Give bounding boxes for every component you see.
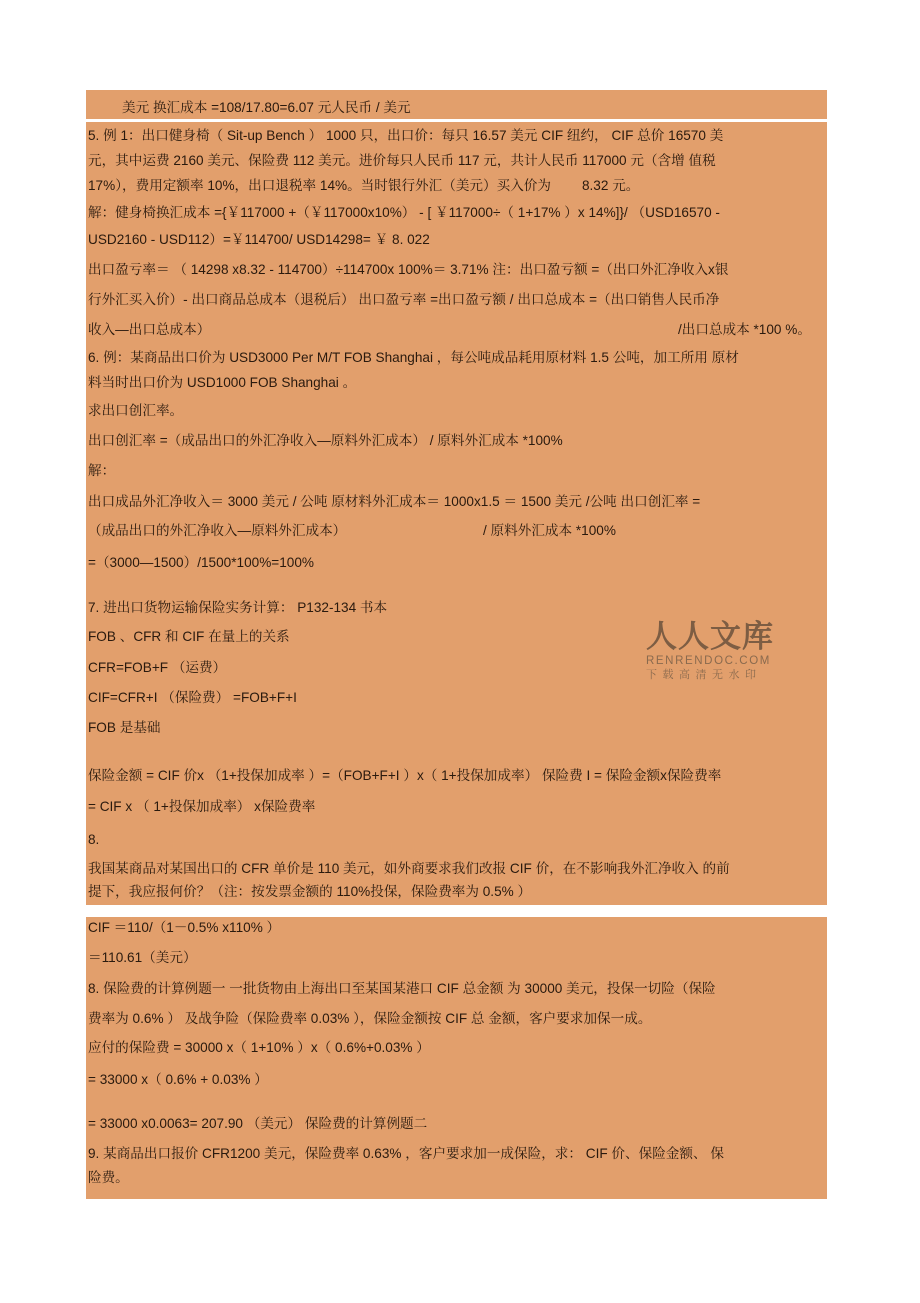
watermark-tagline: 下载高清无水印 xyxy=(646,669,762,681)
text-line: 出口成品外汇净收入＝ 3000 美元 / 公吨 原材料外汇成本＝ 1000x1.5 ＝ 1500 美元 /公吨 出口创汇率 = xyxy=(88,494,701,509)
text-line: 收入—出口总成本） xyxy=(88,322,211,337)
watermark-title: 人人文库 xyxy=(646,619,774,655)
text-line: / 原料外汇成本 *100% xyxy=(483,523,616,538)
text-line: 5. 例 1：出口健身椅（ Sit-up Bench ） 1000 只，出口价：每只 16.57 美元 CIF 纽约， CIF 总价 16570 美 xyxy=(88,128,724,143)
text-line: USD2160 - USD112）=￥114700/ USD14298= ￥ 8. 022 xyxy=(88,232,430,247)
text-line: 料当时出口价为 USD1000 FOB Shanghai 。 xyxy=(88,375,357,390)
text-line: CIF=CFR+I （保险费） =FOB+F+I xyxy=(88,690,297,705)
text-line: 7. 进出口货物运输保险实务计算： P132-134 书本 xyxy=(88,600,388,615)
text-line: 求出口创汇率。 xyxy=(88,403,184,418)
watermark-logo xyxy=(646,620,774,682)
text-line: FOB 是基础 xyxy=(88,720,161,735)
text-line: 6. 例：某商品出口价为 USD3000 Per M/T FOB Shanghai ，每公吨成品耗用原材料 1.5 公吨，加工所用 原材 xyxy=(88,350,739,365)
text-line: =（3000—1500）/1500*100%=100% xyxy=(88,555,314,570)
text-line: = CIF x （ 1+投保加成率） x保险费率 xyxy=(88,799,316,814)
text-line: CFR=FOB+F （运费） xyxy=(88,660,227,675)
text-line: = 33000 x0.0063= 207.90 （美元） 保险费的计算例题二 xyxy=(88,1116,428,1131)
text-line: 9. 某商品出口报价 CFR1200 美元，保险费率 0.63% ，客户要求加一成保险，求： CIF 价、保险金额、 保 xyxy=(88,1146,724,1161)
text-line: 美元 换汇成本 =108/17.80=6.07 元人民币 / 美元 xyxy=(122,100,411,115)
text-line: FOB 、CFR 和 CIF 在量上的关系 xyxy=(88,629,290,644)
text-line: （成品出口的外汇净收入—原料外汇成本） xyxy=(88,523,347,538)
watermark-url: RENRENDOC.COM xyxy=(646,655,771,667)
text-line: 应付的保险费 = 30000 x（ 1+10% ）x（ 0.6%+0.03% ） xyxy=(88,1040,430,1055)
text-line: = 33000 x（ 0.6% + 0.03% ） xyxy=(88,1072,268,1087)
text-line: 行外汇买入价）- 出口商品总成本（退税后） 出口盈亏率 =出口盈亏额 / 出口总成本 =（出口销售人民币净 xyxy=(88,292,720,307)
text-line: 17%），费用定额率 10%，出口退税率 14%。当时银行外汇（美元）买入价为 8.32 元。 xyxy=(88,178,640,193)
text-line: 元，其中运费 2160 美元、保险费 112 美元。进价每只人民币 117 元，共计人民币 117000 元（含增 值税 xyxy=(88,153,716,168)
text-line: /出口总成本 *100 %。 xyxy=(678,322,811,337)
text-line: 解： xyxy=(88,463,116,478)
text-line: 提下，我应报何价？（注：按发票金额的 110%投保，保险费率为 0.5% ） xyxy=(88,884,532,899)
text-line: 8. xyxy=(88,832,100,847)
text-line: 出口盈亏率＝ （ 14298 x8.32 - 114700）÷114700x 100%＝ 3.71% 注：出口盈亏额 =（出口外汇净收入x银 xyxy=(88,262,729,277)
text-line: 费率为 0.6% ） 及战争险（保险费率 0.03% ），保险金额按 CIF 总 金额，客户要求加保一成。 xyxy=(88,1011,652,1026)
text-line: 保险金额 = CIF 价x （1+投保加成率 ）=（FOB+F+I ）x（ 1+投保加成率） 保险费 I = 保险金额x保险费率 xyxy=(88,768,722,783)
text-line: ＝110.61（美元） xyxy=(88,950,197,965)
text-line: CIF ＝110/（1－0.5% x110% ） xyxy=(88,920,281,935)
text-line: 8. 保险费的计算例题一 一批货物由上海出口至某国某港口 CIF 总金额 为 30000 美元，投保一切险（保险 xyxy=(88,981,716,996)
text-line: 出口创汇率 =（成品出口的外汇净收入—原料外汇成本） / 原料外汇成本 *100% xyxy=(88,433,563,448)
text-line: 解：健身椅换汇成本 ={￥117000 +（￥117000x10%） - [ ￥117000÷（ 1+17% ）x 14%]}/ （USD16570 - xyxy=(88,205,720,220)
text-line: 险费。 xyxy=(88,1170,129,1185)
text-line: 我国某商品对某国出口的 CFR 单价是 110 美元，如外商要求我们改报 CIF 价，在不影响我外汇净收入 的前 xyxy=(88,861,730,876)
